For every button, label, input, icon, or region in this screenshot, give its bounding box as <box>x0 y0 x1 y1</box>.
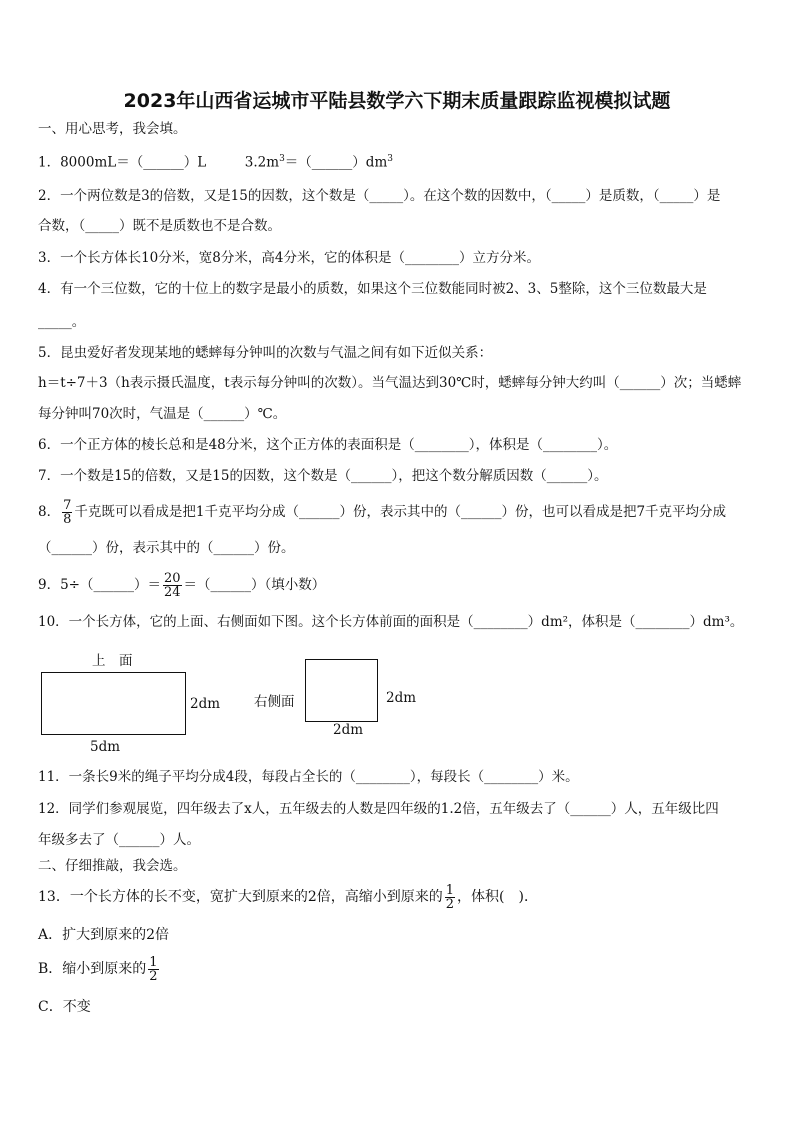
option-b-fraction <box>148 956 158 983</box>
page-title: 2023年山西省运城市平陆县数学六下期末质量跟踪监视模拟试题 <box>123 90 671 112</box>
question-12-line-1: 12．同学们参观展览，四年级去了x人，五年级去的人数是四年级的1.2倍，五年级去了（______）人，五年级比四 <box>38 801 719 817</box>
q8-fraction <box>62 499 72 526</box>
option-c: C．不变 <box>38 999 91 1015</box>
q1-superscript-c: 3 <box>387 154 393 164</box>
option-b-fraction-denominator: 2 <box>149 968 158 984</box>
question-8-line-2: （______）份，表示其中的（______）份。 <box>38 540 295 556</box>
question-4-line-2: _____。 <box>38 314 86 330</box>
q13-fraction-numerator: 1 <box>445 882 455 898</box>
option-b-fraction-numerator: 1 <box>149 954 158 970</box>
q8-fraction-numerator: 7 <box>63 498 72 513</box>
q9-fraction <box>163 572 182 599</box>
question-7: 7．一个数是15的倍数，又是15的因数，这个数是（______），把这个数分解质因数（______）。 <box>38 468 608 484</box>
q1-part-b: 3.2m <box>244 154 280 171</box>
q13-stem: 13．一个长方体的长不变，宽扩大到原来的2倍，高缩小到原来的 <box>38 889 443 905</box>
question-13 <box>38 878 538 916</box>
option-b <box>38 950 161 988</box>
question-1 <box>38 149 393 173</box>
right-face-label: 右侧面 <box>254 694 295 710</box>
top-face-label: 上 面 <box>92 653 133 669</box>
q8-text: 千克既可以看成是把1千克平均分成（______）份，表示其中的（______）份，也可以看成是把7千克平均分成 <box>74 504 727 520</box>
question-3: 3．一个长方体长10分米，宽8分米，高4分米，它的体积是（________）立方分米。 <box>38 250 540 266</box>
question-2-line-1: 2．一个两位数是3的倍数，又是15的因数，这个数是（_____）。在这个数的因数中，（_____）是质数，（_____）是 <box>38 188 721 204</box>
right-face-square <box>305 659 378 722</box>
question-5-line-2: h＝t÷7＋3（h表示摄氏温度，t表示每分钟叫的次数）。当气温达到30℃时，蟋蟀每分钟大约叫（______）次；当蟋蟀 <box>38 375 742 391</box>
q13-tail: ，体积( )． <box>457 889 538 905</box>
question-4-line-1: 4．有一个三位数，它的十位上的数字是最小的质数，如果这个三位数能同时被2、3、5整除，这个三位数最大是 <box>38 281 707 297</box>
question-6: 6．一个正方体的棱长总和是48分米，这个正方体的表面积是（________），体积是（________）。 <box>38 437 618 453</box>
option-b-text: B．缩小到原来的 <box>38 961 147 977</box>
question-8-line-1 <box>38 494 726 530</box>
question-12-line-2: 年级多去了（______）人。 <box>38 832 200 848</box>
top-face-bottom-dimension: 5dm <box>90 739 121 755</box>
q1-part-c: ＝（______）dm <box>284 154 388 171</box>
question-5-line-3: 每分钟叫70次时，气温是（______）℃。 <box>38 406 287 422</box>
q9-fraction-denominator: 24 <box>164 585 181 600</box>
q8-number: 8． <box>38 504 61 520</box>
section-heading-1: 一、用心思考，我会填。 <box>38 121 187 137</box>
q1-part-a: 1．8000mL＝（______）L <box>38 154 207 171</box>
right-face-side-dimension: 2dm <box>386 690 417 706</box>
question-9 <box>38 566 325 604</box>
q9-part-a: 9．5÷（______）＝ <box>38 577 161 593</box>
option-a: A．扩大到原来的2倍 <box>38 927 170 943</box>
top-face-side-dimension: 2dm <box>190 696 221 712</box>
q9-fraction-numerator: 20 <box>164 571 181 586</box>
q13-fraction-denominator: 2 <box>445 896 455 912</box>
question-5-line-1: 5．昆虫爱好者发现某地的蟋蟀每分钟叫的次数与气温之间有如下近似关系： <box>38 345 493 361</box>
q9-part-b: ＝（______）（填小数） <box>183 577 326 593</box>
question-2-line-2: 合数，（_____）既不是质数也不是合数。 <box>38 218 281 234</box>
section-heading-2: 二、仔细推敲，我会选。 <box>38 858 187 874</box>
question-10: 10．一个长方体，它的上面、右侧面如下图。这个长方体前面的面积是（________）dm²，体积是（________）dm³。 <box>38 614 744 630</box>
question-11: 11．一条长9米的绳子平均分成4段，每段占全长的（________），每段长（________）米。 <box>38 769 579 785</box>
q13-fraction <box>445 884 455 911</box>
right-face-bottom-dimension: 2dm <box>333 722 364 738</box>
q1-superscript-b: 3 <box>279 154 285 164</box>
top-face-rectangle <box>41 672 186 735</box>
q8-fraction-denominator: 8 <box>63 512 72 527</box>
